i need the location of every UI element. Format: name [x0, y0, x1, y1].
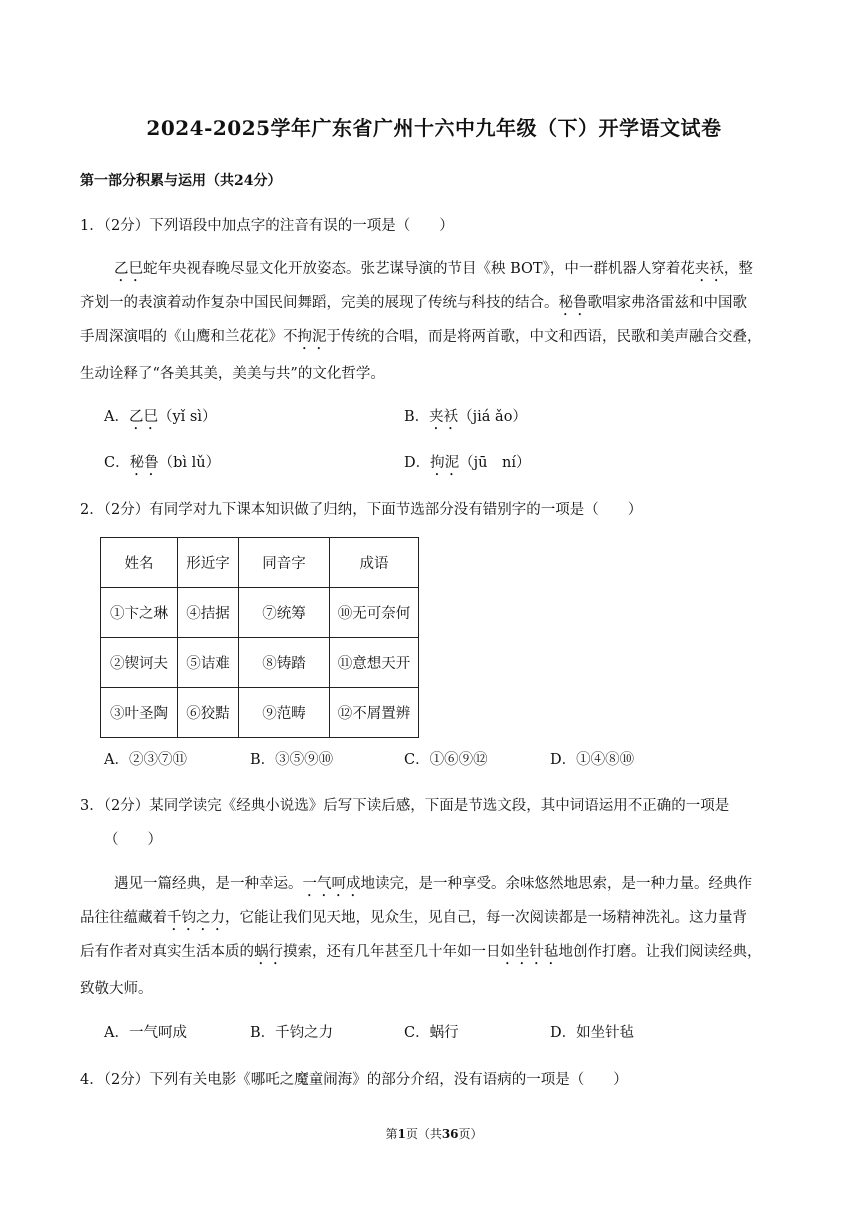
question-1-passage-line-1 [114, 257, 753, 285]
passage-text: 齐划一的表演着动作复杂中国民间舞蹈，完美的展现了传统与科技的结合。 [80, 295, 559, 311]
emphasis-word: 如坐针毡 [500, 944, 559, 960]
pinyin: （yǐ sì） [157, 409, 217, 425]
question-1-option-a[interactable] [104, 405, 217, 433]
question-3-passage-line-3 [80, 940, 762, 968]
question-1-passage-line-2 [80, 291, 747, 319]
passage-text: 地创作打磨。让我们阅读经典， [558, 944, 762, 960]
page-number: 1 [397, 1127, 406, 1141]
emphasis-word: 乙巳 [114, 261, 143, 277]
table-cell: ⑨范畴 [239, 688, 330, 738]
question-2-option-b[interactable]: B．③⑤⑨⑩ [250, 752, 334, 768]
table-header-cell: 形近字 [178, 538, 239, 588]
table-header-cell: 成语 [330, 538, 419, 588]
table-header-row [101, 538, 419, 588]
table-row [101, 688, 419, 738]
table-cell: ③叶圣陶 [101, 688, 178, 738]
passage-text: 歌唱家弗洛雷兹和中国歌 [587, 295, 747, 311]
question-1-passage-line-4: 生动诠释了“各美其美，美美与共”的文化哲学。 [80, 366, 385, 382]
table-header-cell: 姓名 [101, 538, 178, 588]
table-cell: ④拮据 [178, 588, 239, 638]
option-label: A． [104, 409, 129, 425]
footer-text: 页（共 [405, 1127, 442, 1141]
question-4-stem: 4．（2分）下列有关电影《哪吒之魔童闹海》的部分介绍，没有语病的一项是（ ） [80, 1072, 628, 1088]
passage-text: 品往往蕴藏着 [80, 910, 167, 926]
question-1-option-c[interactable] [104, 451, 220, 479]
passage-text: 后有作者对真实生活本质的 [80, 944, 254, 960]
question-3-stem-bracket: （ ） [104, 832, 162, 848]
emphasis-word: 秘鲁 [558, 295, 588, 311]
emphasis-word: 夹袄 [429, 409, 459, 425]
total-pages: 36 [441, 1127, 459, 1141]
document-title: 2024-2025学年广东省广州十六中九年级（下）开学语文试卷 [146, 116, 722, 140]
question-2-table [100, 537, 419, 738]
table-cell: ⑫不屑置辨 [330, 688, 419, 738]
pinyin: （jū ní） [459, 455, 531, 471]
question-3-stem: 3．（2分）某同学读完《经典小说选》后写下读后感，下面是节选文段，其中词语运用不正确的一项是 [80, 798, 730, 814]
question-1-passage-line-3 [80, 325, 762, 353]
option-label: D． [404, 455, 431, 471]
footer-text: 页） [458, 1127, 483, 1141]
emphasis-word: 千钧之力 [167, 910, 225, 926]
passage-text: 摸索，还有几年甚至几十年如一日 [283, 944, 501, 960]
table-header-cell: 同音字 [239, 538, 330, 588]
table-cell: ⑥狡黠 [178, 688, 239, 738]
question-1-stem: 1．（2分）下列语段中加点字的注音有误的一项是（ ） [80, 218, 454, 234]
option-label: B． [404, 409, 430, 425]
table-cell: ⑪意想天开 [330, 638, 419, 688]
emphasis-word: 拘泥 [430, 455, 460, 471]
emphasis-word: 乙巳 [128, 409, 158, 425]
passage-text: 蛇年央视春晚尽显文化开放姿态。张艺谋导演的节目《秧 BOT》，中一群机器人穿着花 [143, 261, 695, 277]
question-2-option-a[interactable]: A．②③⑦⑪ [104, 752, 187, 768]
question-3-passage-line-1 [114, 872, 752, 900]
emphasis-word: 秘鲁 [129, 455, 159, 471]
emphasis-word: 拘泥 [297, 329, 327, 345]
table-cell: ⑧铸踏 [239, 638, 330, 688]
question-3-option-d[interactable]: D．如坐针毡 [550, 1025, 635, 1041]
passage-text: 手周深演唱的《山鹰和兰花花》不 [80, 329, 298, 345]
question-3-option-b[interactable]: B．千钧之力 [250, 1025, 334, 1041]
emphasis-word: 夹袄 [694, 261, 724, 277]
option-label: C． [104, 455, 130, 471]
question-2-option-c[interactable]: C．①⑥⑨⑫ [404, 752, 488, 768]
table-cell: ⑩无可奈何 [330, 588, 419, 638]
question-3-passage-line-2 [80, 906, 747, 934]
passage-text: ，整 [723, 261, 753, 277]
table-cell: ①卞之琳 [101, 588, 178, 638]
pinyin: （jiá ǎo） [458, 409, 527, 425]
emphasis-word: 一气呵成 [302, 876, 361, 892]
passage-text: 于传统的合唱，而是将两首歌，中文和西语，民歌和美声融合交叠， [326, 329, 762, 345]
question-3-option-a[interactable]: A．一气呵成 [104, 1025, 187, 1041]
question-1-option-b[interactable] [404, 405, 527, 433]
page-footer [0, 1125, 868, 1142]
pinyin: （bì lǔ） [158, 455, 221, 471]
section-heading: 第一部分积累与运用（共24分） [80, 173, 282, 189]
question-2-option-d[interactable]: D．①④⑧⑩ [550, 752, 635, 768]
passage-text: 遇见一篇经典，是一种幸运。 [114, 876, 303, 892]
passage-text: ，它能让我们见天地，见众生，见自己，每一次阅读都是一场精神洗礼。这力量背 [225, 910, 747, 926]
question-3-passage-line-4: 致敬大师。 [80, 981, 153, 997]
table-cell: ⑤诘难 [178, 638, 239, 688]
table-row [101, 588, 419, 638]
question-3-option-c[interactable]: C．蜗行 [404, 1025, 459, 1041]
table-row [101, 638, 419, 688]
passage-text: 地读完，是一种享受。余味悠然地思索，是一种力量。经典作 [360, 876, 752, 892]
question-2-stem: 2．（2分）有同学对九下课本知识做了归纳，下面节选部分没有错别字的一项是（ ） [80, 502, 643, 518]
question-1-option-d[interactable] [404, 451, 530, 479]
footer-text: 第 [385, 1127, 398, 1141]
emphasis-word: 蜗行 [254, 944, 283, 960]
table-cell: ②锲诃夫 [101, 638, 178, 688]
table-cell: ⑦统筹 [239, 588, 330, 638]
